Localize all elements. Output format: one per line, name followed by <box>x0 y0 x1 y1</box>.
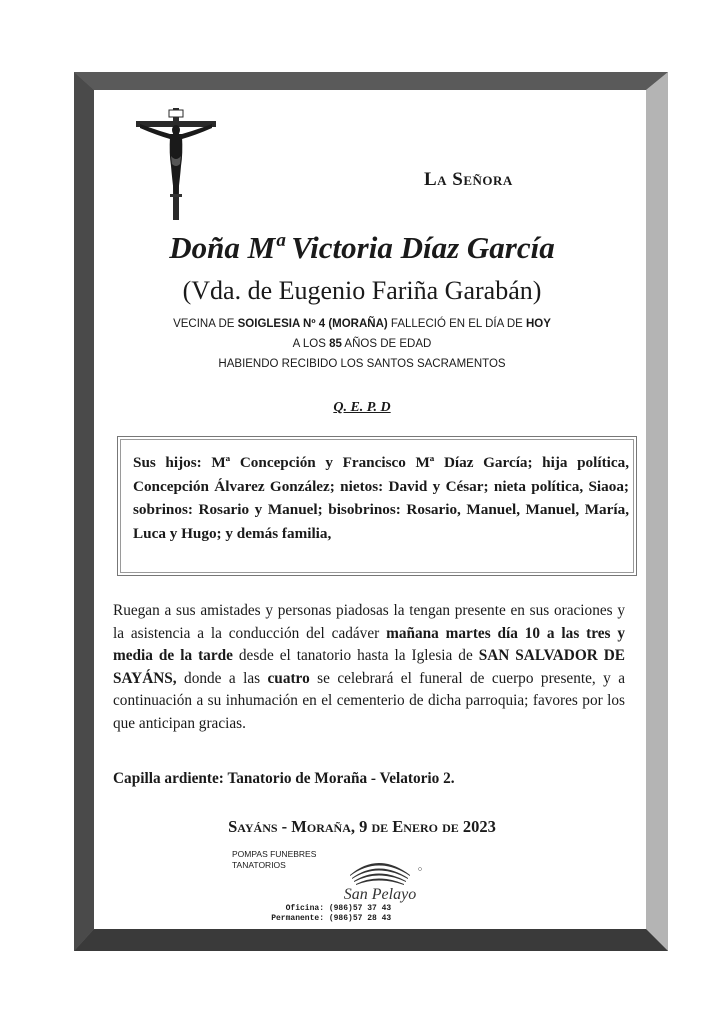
svg-text:San Pelayo: San Pelayo <box>343 886 417 903</box>
deceased-name: Doña Mª Victoria Díaz García <box>169 230 555 265</box>
funeral-home-labels <box>232 849 316 871</box>
family-text: Sus hijos: Mª Concepción y Francisco Mª Díaz García; hija política, Concepción Álvarez González; nietos: David y César; nieta política, Siaoa; sobrinos: Rosario y Manuel; bisobrinos: Rosario, Manuel, Manuel, María, Luca y Hugo; y demás familia, <box>120 439 634 573</box>
notice-body: Ruegan a sus amistades y personas piadosas la tengan presente en sus oraciones y la asistencia a la conducción del cadáver mañana martes día 10 a las tres y media de la tarde desde el tanatorio hasta la Iglesia de SAN SALVADOR DE SAYÁNS, donde a las cuatro se celebrará el funeral de cuerpo presente, y a continuación a su inhumación en el cementerio de dicha parroquia; favores por los que anticipan gracias. <box>113 602 626 732</box>
phones-block <box>262 904 391 924</box>
pompas-funebres-label: POMPAS FUNEBRES <box>232 849 317 859</box>
family-box <box>117 436 637 576</box>
permanent-phone-row: Permanente: (986)57 28 43 <box>271 914 392 923</box>
office-phone-row: Oficina: (986)57 37 43 <box>285 904 392 913</box>
tanatorios-label: TANATORIOS <box>232 860 286 870</box>
sacraments-line: HABIENDO RECIBIDO LOS SANTOS SACRAMENTOS <box>218 358 506 370</box>
chapel-line: Capilla ardiente: Tanatorio de Moraña - Velatorio 2. <box>113 770 455 787</box>
widow-of-line: (Vda. de Eugenio Fariña Garabán) <box>182 276 542 305</box>
san-pelayo-logo <box>330 855 430 905</box>
qepd: Q. E. P. D <box>333 400 391 415</box>
age-line: A LOS 85 AÑOS DE EDAD <box>292 338 432 350</box>
crucifix-icon <box>136 108 216 220</box>
heading-la-senora: La Señora <box>424 169 513 190</box>
place-date: Sayáns - Moraña, 9 de Enero de 2023 <box>228 817 496 836</box>
residence-line: VECINA DE SOIGLESIA Nº 4 (MORAÑA) FALLECIÓ EN EL DÍA DE HOY <box>173 318 551 330</box>
